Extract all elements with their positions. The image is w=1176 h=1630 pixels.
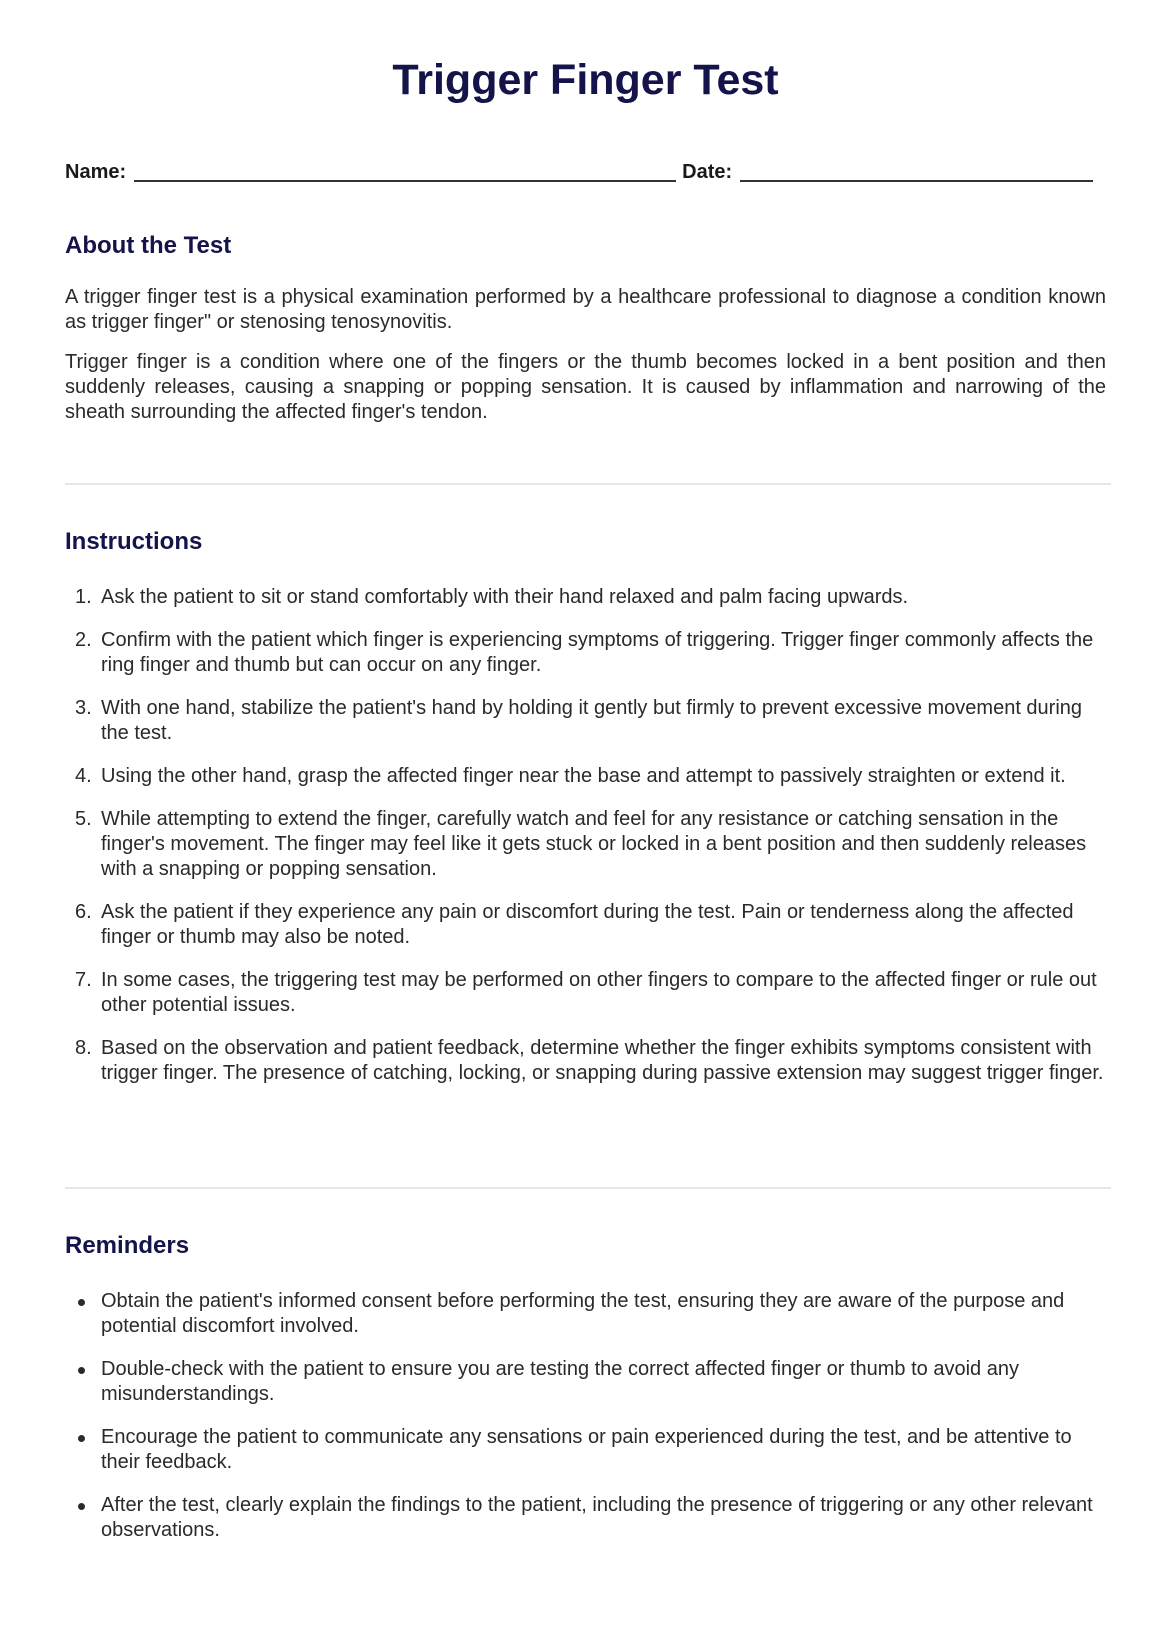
item-number: 1.: [75, 586, 92, 608]
reminder-item: [65, 1357, 1106, 1407]
instruction-item: [65, 764, 1106, 789]
item-number: 5.: [75, 808, 92, 830]
section-divider: [65, 1187, 1111, 1189]
about-paragraph: A trigger finger test is a physical examination performed by a healthcare professional to diagnose a condition known as trigger finger" or stenosing tenosynovitis.: [65, 286, 1106, 333]
item-number: 7.: [75, 969, 92, 991]
patient-fields: [65, 160, 1106, 184]
instruction-item: [65, 968, 1106, 1018]
reminders-list: [65, 1289, 1106, 1561]
item-number: 8.: [75, 1037, 92, 1059]
about-heading: About the Test: [65, 232, 232, 259]
instruction-item: [65, 1036, 1106, 1086]
item-text: Obtain the patient's informed consent before performing the test, ensuring they are aware of the purpose and potential discomfort involved.: [101, 1290, 1065, 1337]
item-text: Ask the patient if they experience any pain or discomfort during the test. Pain or tenderness along the affected finger or thumb may also be noted.: [101, 901, 1074, 948]
item-number: 6.: [75, 901, 92, 923]
item-number: 4.: [75, 765, 92, 787]
reminder-item: [65, 1289, 1106, 1339]
item-number: 2.: [75, 629, 92, 651]
instruction-item: [65, 696, 1106, 746]
bullet-icon: [78, 1503, 85, 1510]
item-text: In some cases, the triggering test may be performed on other fingers to compare to the affected finger or rule out other potential issues.: [101, 969, 1097, 1016]
instruction-item: [65, 628, 1106, 678]
page-title: Trigger Finger Test: [392, 56, 779, 104]
reminder-item: [65, 1493, 1106, 1543]
bullet-icon: [78, 1367, 85, 1374]
item-text: Double-check with the patient to ensure you are testing the correct affected finger or thumb to avoid any misunderstandings.: [101, 1358, 1019, 1405]
reminder-item: [65, 1425, 1106, 1475]
date-label: Date:: [682, 161, 733, 183]
reminders-heading: Reminders: [65, 1232, 190, 1259]
item-text: Based on the observation and patient feedback, determine whether the finger exhibits symptoms consistent with trigger finger. The presence of catching, locking, or snapping during passive extension may suggest trigger finger.: [101, 1037, 1104, 1084]
item-text: Using the other hand, grasp the affected finger near the base and attempt to passively straighten or extend it.: [101, 765, 1066, 787]
name-field[interactable]: [134, 160, 676, 182]
item-text: After the test, clearly explain the findings to the patient, including the presence of triggering or any other relevant observations.: [101, 1494, 1093, 1541]
section-divider: [65, 483, 1111, 485]
instruction-item: [65, 900, 1106, 950]
item-text: Confirm with the patient which finger is experiencing symptoms of triggering. Trigger finger commonly affects the ring finger and thumb but can occur on any finger.: [101, 629, 1094, 676]
item-number: 3.: [75, 697, 92, 719]
item-text: With one hand, stabilize the patient's hand by holding it gently but firmly to prevent excessive movement during the test.: [101, 697, 1083, 744]
item-text: Encourage the patient to communicate any sensations or pain experienced during the test, and be attentive to their feedback.: [101, 1426, 1072, 1473]
name-label: Name:: [65, 161, 127, 183]
instructions-list: [65, 585, 1106, 1104]
item-text: While attempting to extend the finger, carefully watch and feel for any resistance or catching sensation in the finger's movement. The finger may feel like it gets stuck or locked in a bent position and then suddenly releases with a snapping or popping sensation.: [101, 808, 1087, 880]
instructions-heading: Instructions: [65, 528, 203, 555]
item-text: Ask the patient to sit or stand comfortably with their hand relaxed and palm facing upwards.: [101, 586, 909, 608]
instruction-item: [65, 585, 1106, 610]
bullet-icon: [78, 1435, 85, 1442]
instruction-item: [65, 807, 1106, 882]
bullet-icon: [78, 1299, 85, 1306]
date-field[interactable]: [740, 160, 1093, 182]
about-paragraph: Trigger finger is a condition where one of the fingers or the thumb becomes locked in a bent position and then suddenly releases, causing a snapping or popping sensation. It is caused by inflammation and narrowing of the sheath surrounding the affected finger's tendon.: [65, 351, 1106, 423]
